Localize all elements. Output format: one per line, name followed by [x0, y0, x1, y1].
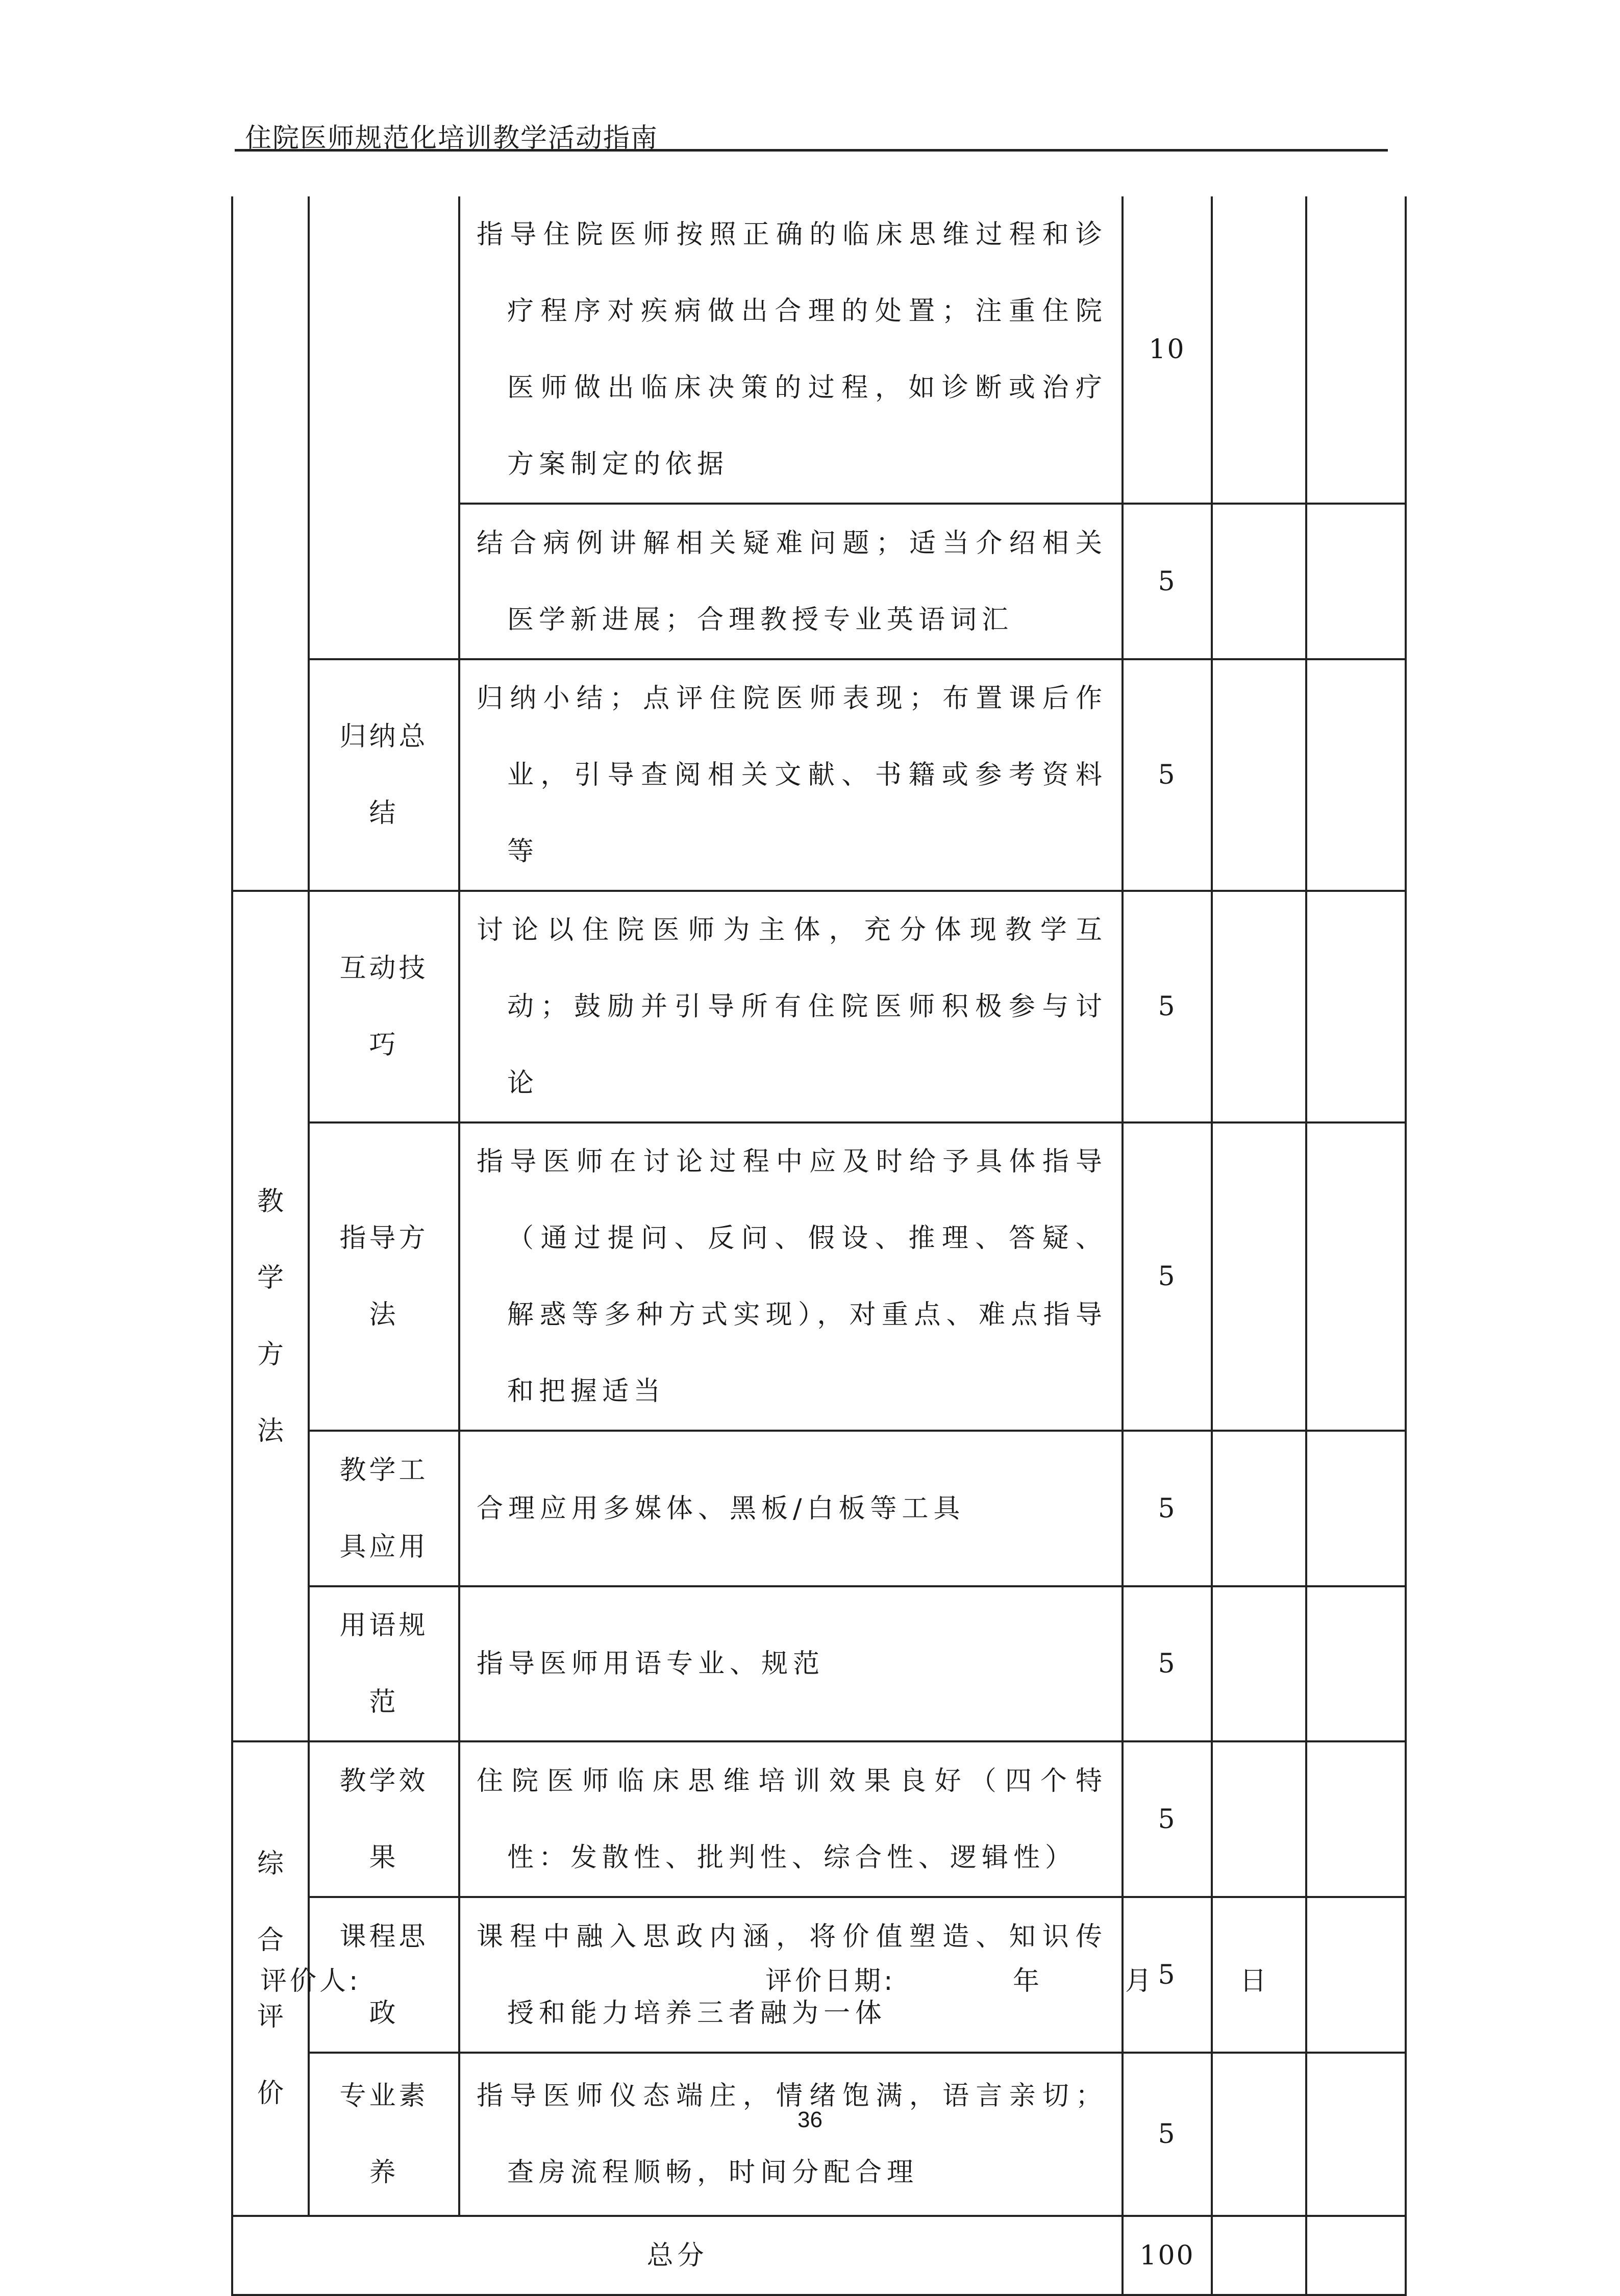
rating-cell — [1212, 2216, 1306, 2295]
remark-cell — [1306, 196, 1406, 504]
page-number: 36 — [797, 2107, 823, 2132]
rating-cell — [1212, 1741, 1306, 1897]
rating-cell — [1212, 891, 1306, 1122]
year-label: 年 — [1013, 1966, 1043, 1996]
rating-cell — [1212, 2053, 1306, 2216]
table-row — [232, 1431, 1406, 1586]
score-cell: 5 — [1123, 504, 1212, 659]
table-row — [232, 659, 1406, 891]
table-row — [232, 1741, 1406, 1897]
score-cell: 5 — [1123, 1741, 1212, 1897]
rating-cell — [1212, 196, 1306, 504]
subcategory-cell: 教学效果 — [309, 1741, 459, 1897]
remark-cell — [1306, 659, 1406, 891]
score-cell: 5 — [1123, 1897, 1212, 2053]
day-label: 日 — [1240, 1966, 1270, 1996]
rating-cell — [1212, 659, 1306, 891]
score-cell: 5 — [1123, 659, 1212, 891]
criterion-cell: 合理应用多媒体、黑板/白板等工具 — [459, 1431, 1123, 1586]
subcategory-cell: 指导方法 — [309, 1122, 459, 1431]
table-row — [232, 196, 1406, 504]
remark-cell — [1306, 2216, 1406, 2295]
subcategory-cell: 互动技巧 — [309, 891, 459, 1122]
evaluation-date-label: 评价日期: — [765, 1966, 896, 1996]
table-row — [232, 1586, 1406, 1741]
table-row — [232, 2053, 1406, 2216]
score-cell: 5 — [1123, 2053, 1212, 2216]
criterion-cell: 住院医师临床思维培训效果良好（四个特性：发散性、批判性、综合性、逻辑性） — [459, 1741, 1123, 1897]
criterion-cell: 指导住院医师按照正确的临床思维过程和诊疗程序对疾病做出合理的处置；注重住院医师做出临床决策的过程，如诊断或治疗方案制定的依据 — [459, 196, 1123, 504]
total-score: 100 — [1123, 2216, 1212, 2295]
evaluator-label: 评价人: — [260, 1966, 361, 1996]
rating-cell — [1212, 1122, 1306, 1431]
criterion-cell: 归纳小结；点评住院医师表现；布置课后作业，引导查阅相关文献、书籍或参考资料等 — [459, 659, 1123, 891]
criterion-cell: 讨论以住院医师为主体，充分体现教学互动；鼓励并引导所有住院医师积极参与讨论 — [459, 891, 1123, 1122]
score-cell: 5 — [1123, 1586, 1212, 1741]
subcategory-cell: 归纳总结 — [309, 659, 459, 891]
remark-cell — [1306, 1122, 1406, 1431]
criterion-cell: 指导医师仪态端庄，情绪饱满，语言亲切；查房流程顺畅，时间分配合理 — [459, 2053, 1123, 2216]
criterion-cell: 结合病例讲解相关疑难问题；适当介绍相关医学新进展；合理教授专业英语词汇 — [459, 504, 1123, 659]
remark-cell — [1306, 504, 1406, 659]
header-rule — [235, 149, 1388, 152]
total-label: 总分 — [232, 2216, 1123, 2295]
subcategory-cell: 用语规范 — [309, 1586, 459, 1741]
category-cell-overall-evaluation: 综 合 评 价 — [232, 1741, 309, 2216]
remark-cell — [1306, 2053, 1406, 2216]
remark-cell — [1306, 1897, 1406, 2053]
rating-cell — [1212, 1431, 1306, 1586]
remark-cell — [1306, 1431, 1406, 1586]
category-cell-teaching-method: 教 学 方 法 — [232, 891, 309, 1741]
remark-cell — [1306, 891, 1406, 1122]
score-cell: 5 — [1123, 1431, 1212, 1586]
criterion-cell: 指导医师在讨论过程中应及时给予具体指导（通过提问、反问、假设、推理、答疑、解惑等多种方式实现），对重点、难点指导和把握适当 — [459, 1122, 1123, 1431]
criterion-cell: 课程中融入思政内涵，将价值塑造、知识传授和能力培养三者融为一体 — [459, 1897, 1123, 2053]
subcategory-cell: 教学工具应用 — [309, 1431, 459, 1586]
total-row — [232, 2216, 1406, 2295]
subcategory-cell-continued — [309, 196, 459, 659]
table-row — [232, 891, 1406, 1122]
subcategory-cell: 专业素养 — [309, 2053, 459, 2216]
remark-cell — [1306, 1741, 1406, 1897]
remark-cell — [1306, 1586, 1406, 1741]
running-header: 住院医师规范化培训教学活动指南 — [245, 123, 659, 154]
category-cell-continued — [232, 196, 309, 891]
criterion-cell: 指导医师用语专业、规范 — [459, 1586, 1123, 1741]
score-cell: 10 — [1123, 196, 1212, 504]
score-cell: 5 — [1123, 1122, 1212, 1431]
rating-cell — [1212, 504, 1306, 659]
table-row — [232, 1122, 1406, 1431]
month-label: 月 — [1125, 1966, 1155, 1996]
rating-cell — [1212, 1586, 1306, 1741]
score-cell: 5 — [1123, 891, 1212, 1122]
subcategory-cell: 课程思政 — [309, 1897, 459, 2053]
